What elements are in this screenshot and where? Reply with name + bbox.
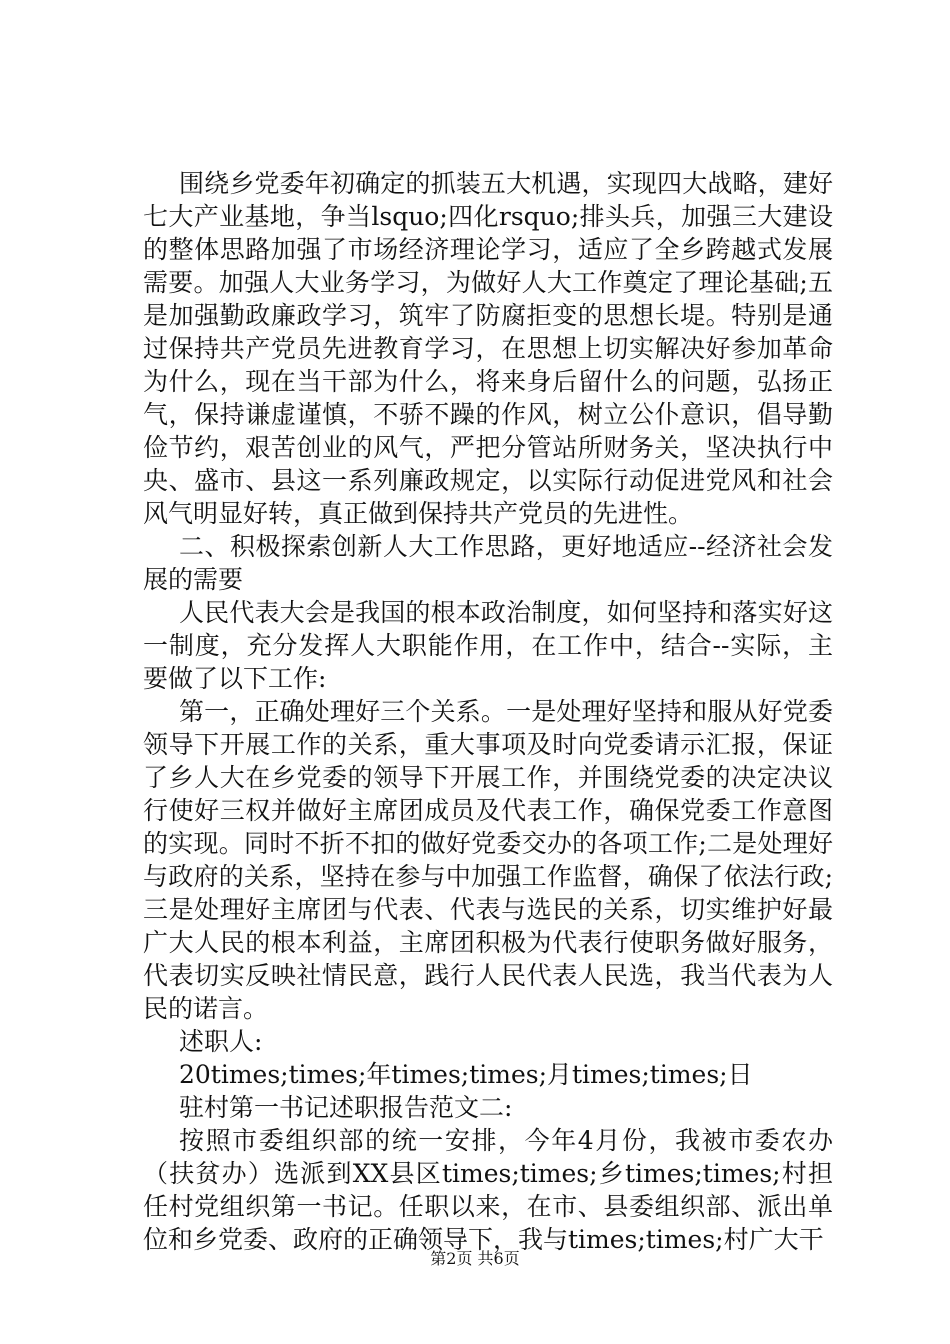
sample-two-heading: 驻村第一书记述职报告范文二: [179,1093,513,1122]
paragraph-congress: 人民代表大会是我国的根本政治制度，如何坚持和落实好这一制度，充分发挥人大职能作用，在工作中，结合--实际，主要做了以下工作: [143,598,833,693]
paragraph-study: 围绕乡党委年初确定的抓装五大机遇，实现四大战略，建好七大产业基地，争当lsquo;四化rsquo;排头兵，加强三大建设的整体思路加强了市场经济理论学习，适应了全乡跨越式发展需要。加强人大业务学习，为做好人大工作奠定了理论基础;五是加强勤政廉政学习，筑牢了防腐拒变的思想长堤。特别是通过保持共产党员先进教育学习，在思想上切实解决好参加革命为什么，现在当干部为什么，将来身后留什么的问题，弘扬正气，保持谦虚谨慎，不骄不躁的作风，树立公仆意识，倡导勤俭节约，艰苦创业的风气，严把分管站所财务关，坚决执行中央、盛市、县这一系列廉政规定，以实际行动促进党风和社会风气明显好转，真正做到保持共产党员的先进性。 [143,169,833,528]
date-line: 20times;times;年times;times;月times;times;日 [179,1060,753,1089]
document-body [143,167,833,1256]
paragraph-three-relations: 第一，正确处理好三个关系。一是处理好坚持和服从好党委领导下开展工作的关系，重大事项及时向党委请示汇报，保证了乡人大在乡党委的领导下开展工作，并围绕党委的决定决议行使好三权并做好主席团成员及代表工作，确保党委工作意图的实现。同时不折不扣的做好党委交办的各项工作;二是处理好与政府的关系，坚持在参与中加强工作监督，确保了依法行政;三是处理好主席团与代表、代表与选民的关系，切实维护好最广大人民的根本利益，主席团积极为代表行使职务做好服务，代表切实反映社情民意，践行人民代表人民选，我当代表为人民的诺言。 [143,697,833,1023]
section-heading-two: 二、积极探索创新人大工作思路，更好地适应--经济社会发展的需要 [143,532,833,594]
paragraph-assignment: 按照市委组织部的统一安排，今年4月份，我被市委农办（扶贫办）选派到XX县区times;times;乡times;times;村担任村党组织第一书记。任职以来，在市、县委组织部、派出单位和乡党委、政府的正确领导下，我与times;times;村广大干 [143,1126,833,1254]
reporter-label: 述职人: [179,1027,263,1056]
page-number: 第2页 共6页 [430,1249,520,1268]
